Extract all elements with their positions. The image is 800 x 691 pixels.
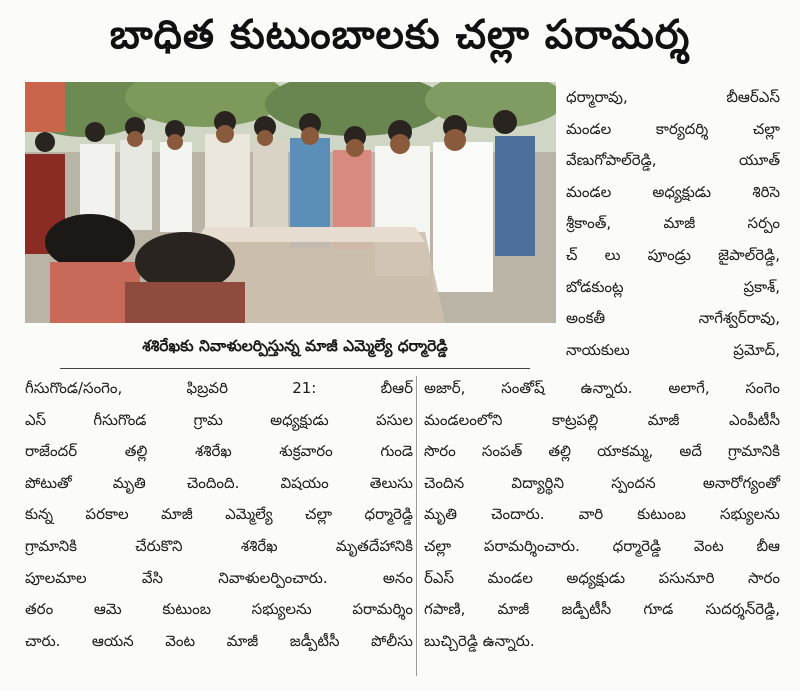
article-line: మండల అధ్యక్షుడు శిరిసె [566, 182, 780, 201]
article-line: గీసుగొండ/సంగెం, ఫిబ్రవరి 21: బీఆర్ [25, 379, 413, 397]
article-line: తరం ఆమె కుటుంబ సభ్యులను పరామర్శిం [25, 600, 413, 619]
photo-caption: శశిరేఖకు నివాళులర్పిస్తున్న మాజీ ఎమ్మెల్యే ధర్మారెడ్డి [142, 337, 448, 355]
article-line: వేణుగోపాల్‌రెడ్డి, యూత్ [566, 151, 780, 170]
headline: బాధిత కుటుంబాలకు చల్లా పరామర్శ [109, 12, 691, 58]
article-line: సొరం సంపత్ తల్లి యాకమ్మ, అదే గ్రామానికి [424, 442, 780, 461]
article-line: నాయకులు ప్రమోద్, [566, 340, 780, 359]
column-divider [416, 376, 417, 676]
article-line: మండల కార్యదర్శి చల్లా [566, 119, 780, 138]
article-line: గపాణి, మాజీ జడ్పీటీసీ గూడ సుదర్శన్‌రెడ్డి, [424, 600, 780, 619]
article-line: కున్న పరకాల మాజీ ఎమ్మెల్యే చల్లా ధర్మారెడ్డి [25, 505, 413, 524]
article-line: ర్ఎస్ మండల అధ్యక్షుడు పసునూరి సారం [424, 568, 780, 587]
article-line: శ్రీకాంత్, మాజీ సర్పం [566, 214, 780, 233]
article-line: చ్ లు పూండ్రు జైపాల్‌రెడ్డి, [566, 245, 780, 264]
left-column [25, 373, 413, 657]
article-line: చారు. ఆయన వెంట మాజీ జడ్పీటీసీ పోలీసు [25, 631, 413, 650]
article-line: ధర్మారావు, బీఆర్ఎస్ [566, 88, 780, 106]
news-photo-icon [25, 82, 556, 323]
right-column [566, 82, 780, 366]
article-line: మండలంలోని కాట్రపల్లి మాజీ ఎంపీటీసీ [424, 410, 780, 429]
article-line: పోటుతో మృతి చెందింది. విషయం తెలుసు [25, 473, 413, 492]
news-photo [25, 82, 556, 323]
article-line: రాజేందర్ తల్లి శశిరేఖ శుక్రవారం గుండె [25, 442, 413, 461]
article-line: చెందిన విద్యార్థిని స్పందన అనారోగ్యంతో [424, 473, 780, 492]
article-line: బోడకుంట్ల ప్రకాశ్, [566, 277, 780, 296]
article-line: పూలమాల వేసి నివాళులర్పించారు. అనం [25, 568, 413, 587]
article-line: ఎస్ గీసుగొండ గ్రామ అధ్యక్షుడు పసుల [25, 410, 413, 429]
article-line: అంకతీ నాగేశ్వర్‌రావు, [566, 309, 780, 328]
article-line: బుచ్చిరెడ్డి ఉన్నారు. [424, 631, 535, 650]
article-line: చల్లా పరామర్శించారు. ధర్మారెడ్డి వెంట బీఆ [424, 536, 780, 555]
article-line: అజార్, సంతోష్ ఉన్నారు. అలాగే, సంగెం [424, 379, 780, 397]
article-line: మృతి చెందారు. వారి కుటుంబ సభ్యులను [424, 505, 780, 524]
right-column-continued [424, 373, 780, 657]
caption-divider [60, 368, 530, 369]
article-line: గ్రామానికి చేరుకొని శశిరేఖ మృతదేహానికి [25, 536, 413, 555]
